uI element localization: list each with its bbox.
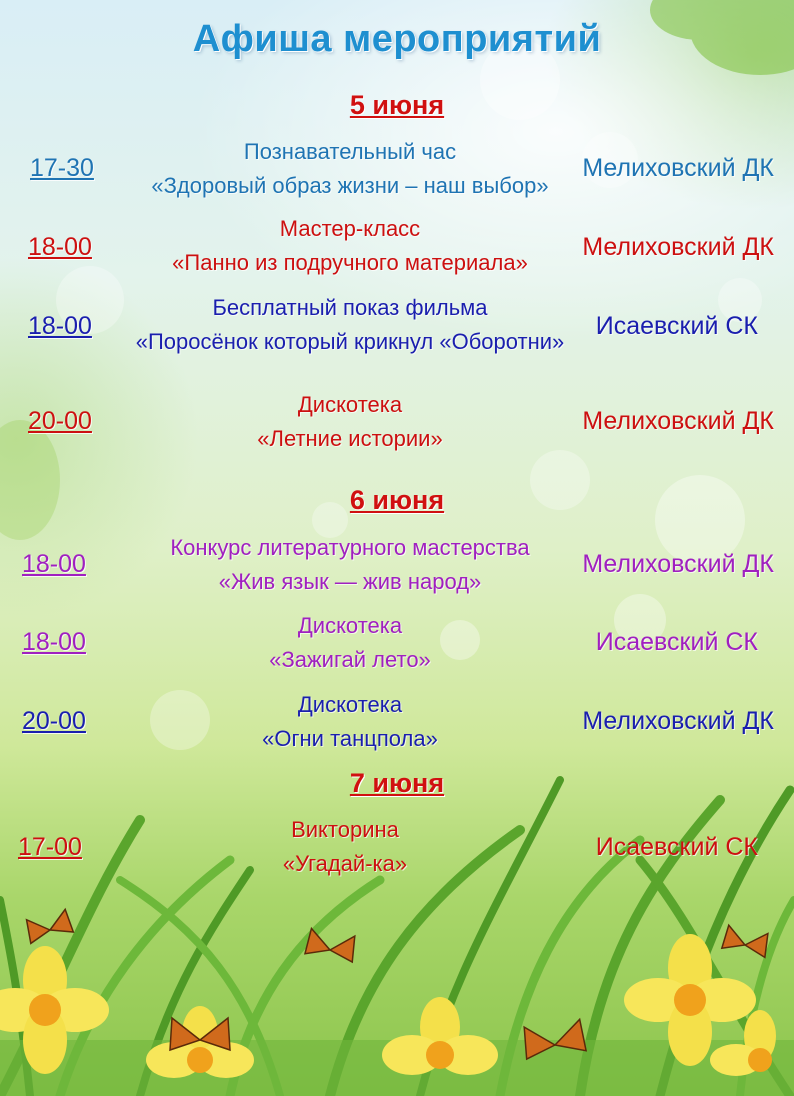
event-time: 20-00	[22, 707, 86, 735]
event-description	[100, 212, 600, 280]
event-place: Мелиховский ДК	[582, 550, 774, 578]
event-name: Мастер-класс	[279, 216, 421, 241]
event-subtitle: «Летние истории»	[257, 426, 443, 451]
event-place: Мелиховский ДК	[582, 154, 774, 182]
event-name: Дискотека	[297, 692, 403, 717]
event-name: Познавательный час	[243, 139, 457, 164]
event-time: 18-00	[28, 312, 92, 340]
event-subtitle: «Панно из подручного материала»	[172, 250, 528, 275]
event-description	[100, 609, 600, 677]
event-description	[100, 135, 600, 203]
date-heading-day1: 5 июня	[349, 90, 445, 120]
event-subtitle: «Угадай-ка»	[282, 851, 408, 876]
event-name: Дискотека	[297, 613, 403, 638]
event-description	[100, 688, 600, 756]
event-time: 18-00	[22, 628, 86, 656]
date-heading-day3: 7 июня	[349, 768, 445, 798]
event-description	[100, 531, 600, 599]
event-place: Исаевский СК	[595, 312, 758, 340]
event-place: Мелиховский ДК	[582, 233, 774, 261]
event-subtitle: «Зажигай лето»	[269, 647, 431, 672]
poster-title: Афиша мероприятий	[192, 18, 602, 60]
event-name: Конкурс литературного мастерства	[170, 535, 530, 560]
event-time: 17-00	[18, 833, 82, 861]
event-place: Мелиховский ДК	[582, 707, 774, 735]
event-time: 20-00	[28, 407, 92, 435]
event-description	[95, 813, 595, 881]
event-name: Дискотека	[297, 392, 403, 417]
event-place: Исаевский СК	[595, 628, 758, 656]
event-description	[100, 388, 600, 456]
event-description	[100, 291, 600, 359]
event-subtitle: «Жив язык — жив народ»	[218, 569, 482, 594]
event-place: Мелиховский ДК	[582, 407, 774, 435]
event-subtitle: «Огни танцпола»	[262, 726, 438, 751]
event-name: Бесплатный показ фильма	[212, 295, 488, 320]
event-time: 17-30	[30, 154, 94, 182]
event-time: 18-00	[22, 550, 86, 578]
event-place: Исаевский СК	[595, 833, 758, 861]
event-subtitle: «Здоровый образ жизни – наш выбор»	[151, 173, 549, 198]
date-heading-day2: 6 июня	[349, 485, 445, 515]
event-subtitle: «Поросёнок который крикнул «Оборотни»	[135, 329, 565, 354]
event-time: 18-00	[28, 233, 92, 261]
event-name: Викторина	[291, 817, 399, 842]
